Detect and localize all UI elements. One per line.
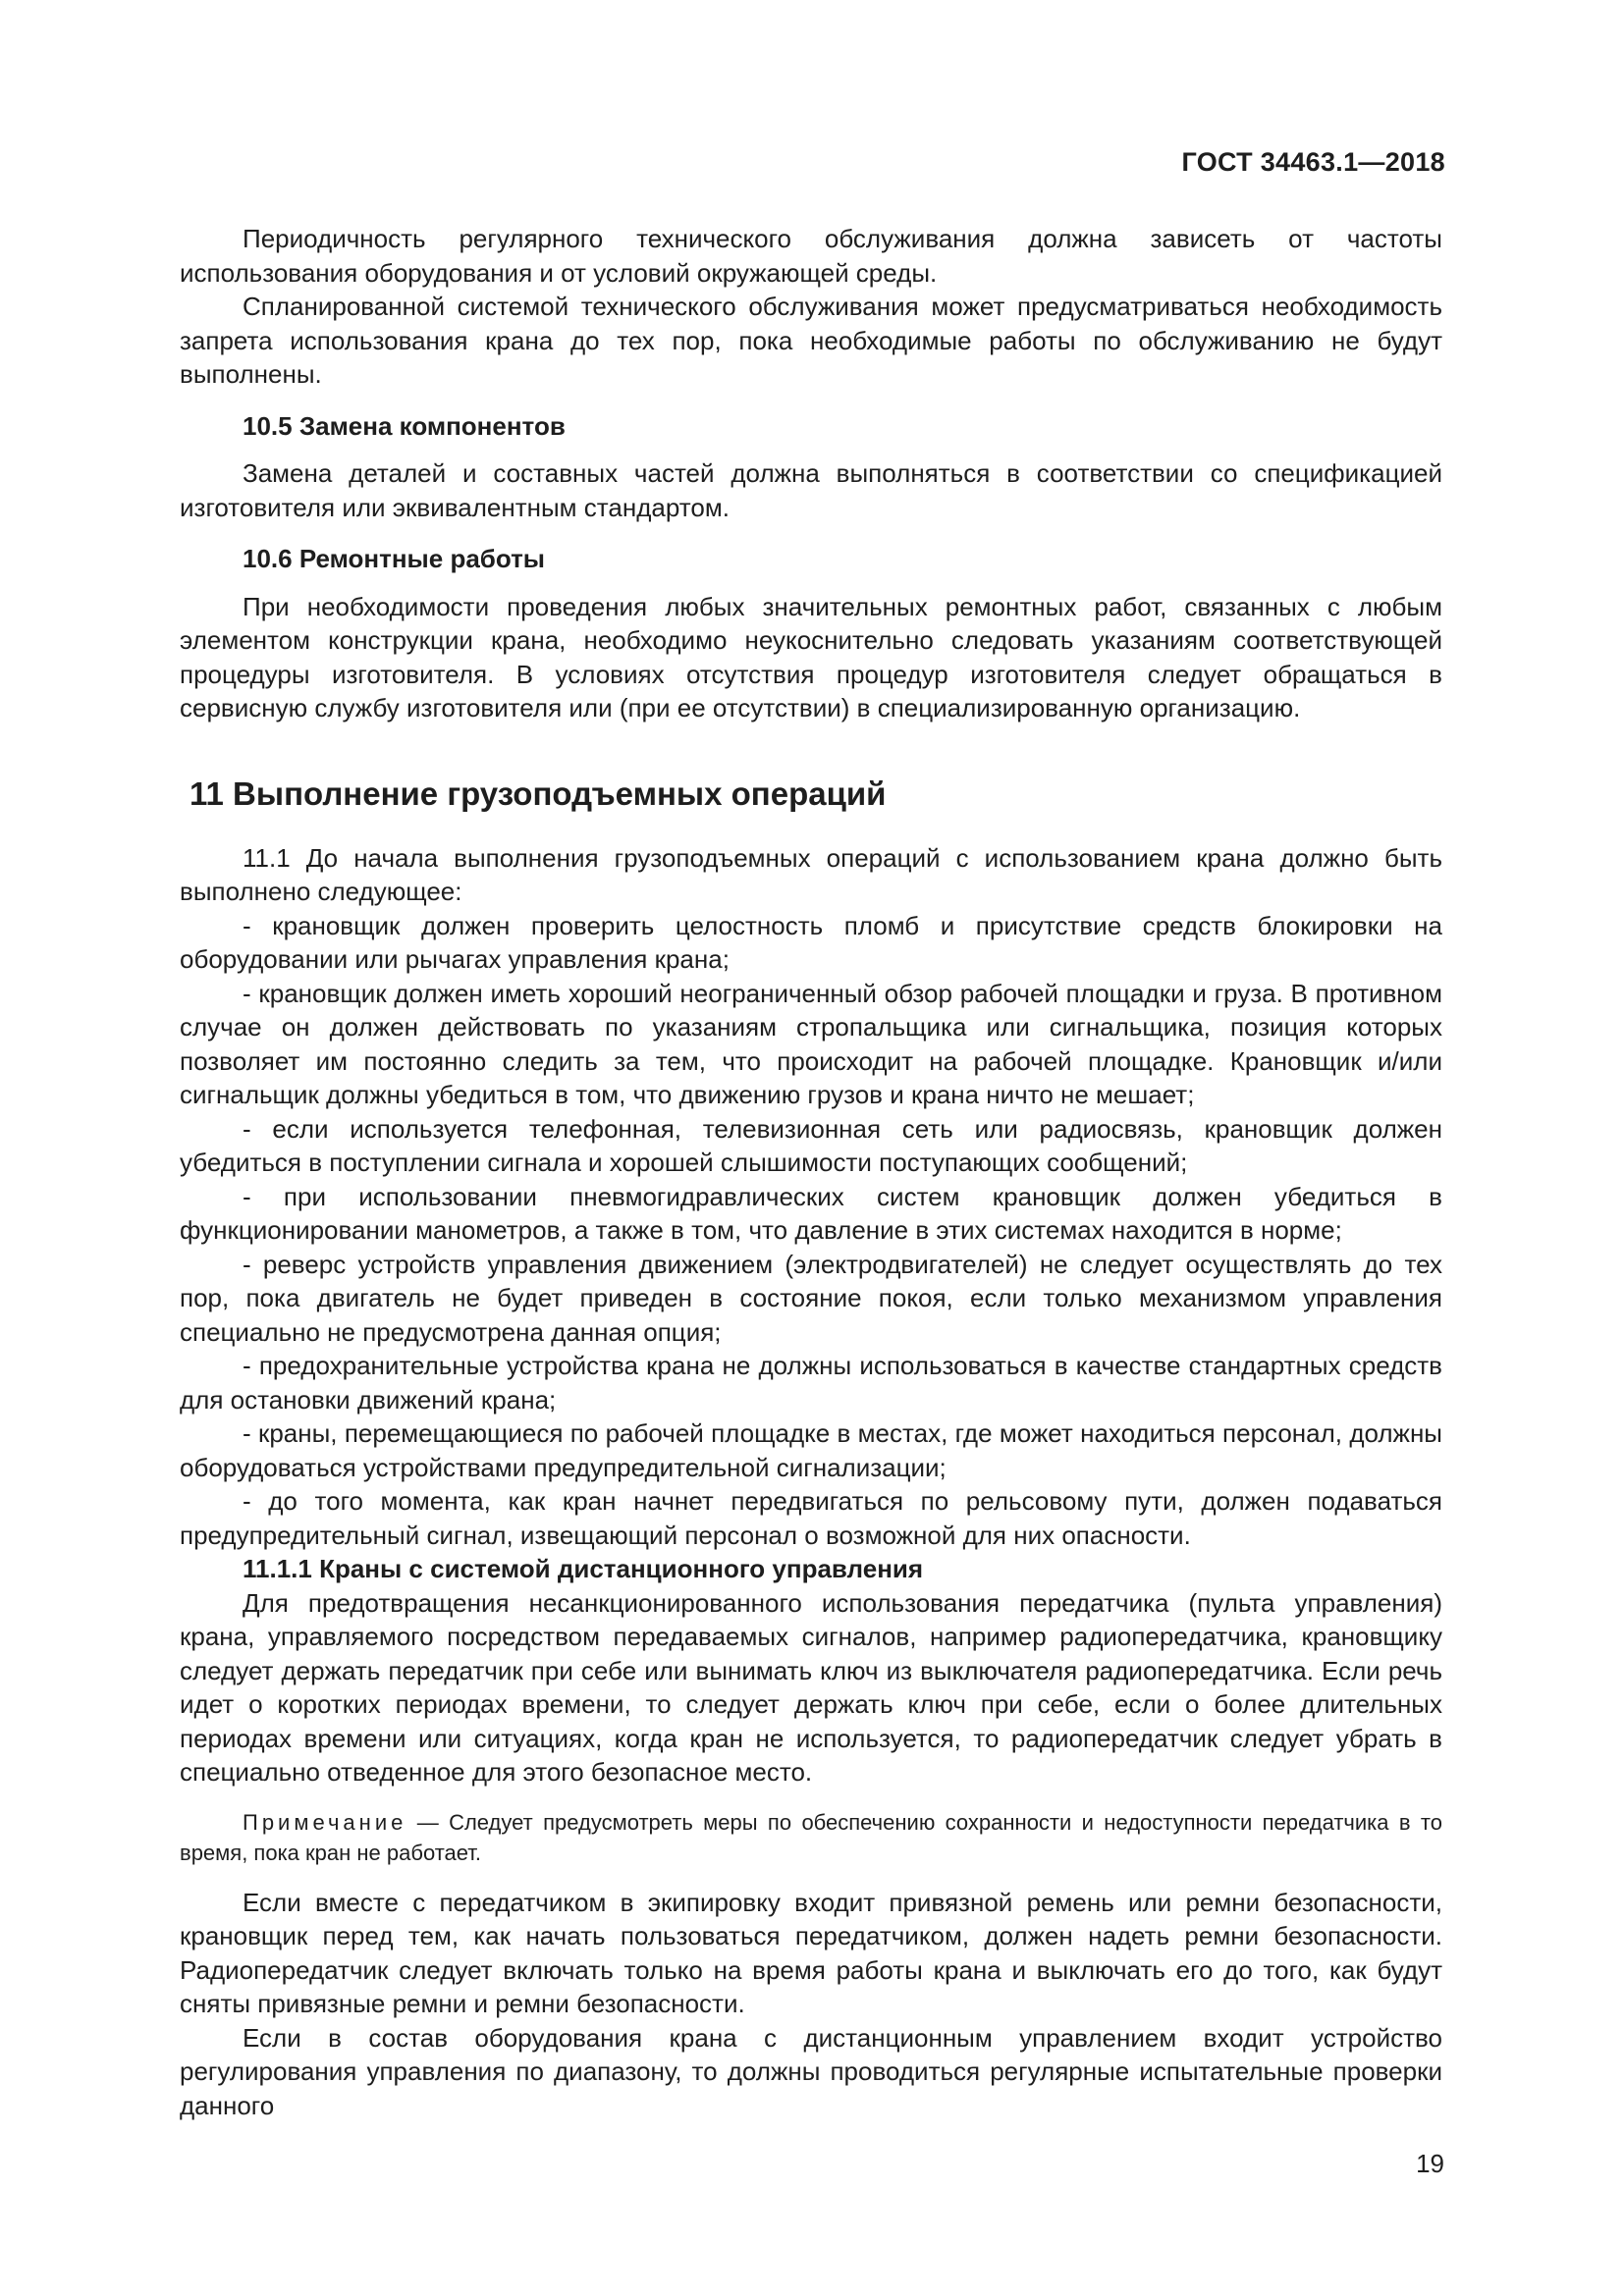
list-item: - при использовании пневмогидравлических систем крановщик должен убедиться в функционировании манометров, а также в том, что давление в этих системах находится в норме;: [180, 1181, 1442, 1245]
page-body: [180, 222, 1442, 2122]
paragraph: При необходимости проведения любых значительных ремонтных работ, связанных с любым элементом конструкции крана, необходимо неукоснительно следовать указаниям соответствующей процедуры изготовителя. В условиях отсутствия процедур изготовителя следует обращаться в сервисную службу изготовителя или (при ее отсутствии) в специализированную организацию.: [180, 591, 1442, 722]
list-item: - крановщик должен проверить целостность пломб и присутствие средств блокировки на оборудовании или рычагах управления крана;: [180, 910, 1442, 974]
paragraph: Замена деталей и составных частей должна выполняться в соответствии со спецификацией изготовителя или эквивалентным стандартом.: [180, 458, 1442, 522]
note-text: — Следует предусмотреть меры по обеспечению сохранности и недоступности передатчика в то время, пока кран не работает.: [180, 1809, 1442, 1865]
list-item: - реверс устройств управления движением (электродвигателей) не следует осуществлять до тех пор, пока двигатель не будет приведен в состояние покоя, если только механизмом управления специально не предусмотрена данная опция;: [180, 1249, 1442, 1347]
paragraph: Спланированной системой технического обслуживания может предусматриваться необходимость запрета использования крана до тех пор, пока необходимые работы по обслуживанию не будут выполнены.: [180, 292, 1442, 389]
section-heading-10-6: 10.6 Ремонтные работы: [243, 544, 546, 573]
note-label: Примечание: [243, 1809, 407, 1835]
document-number-header: ГОСТ 34463.1—2018: [1181, 147, 1445, 177]
list-item: - если используется телефонная, телевизионная сеть или радиосвязь, крановщик должен убедиться в поступлении сигнала и хорошей слышимости поступающих сообщений;: [180, 1113, 1442, 1177]
paragraph: Для предотвращения несанкционированного использования передатчика (пульта управления) крана, управляемого посредством передаваемых сигналов, например радиопередатчика, крановщику следует держать передатчик при себе или вынимать ключ из выключателя радиопередатчика. Если речь идет о коротких периодах времени, то следует держать ключ при себе, если о более длительных периодах времени или ситуациях, когда кран не используется, то радиопередатчик следует убрать в специально отведенное для этого безопасное место.: [180, 1587, 1442, 1787]
page-number: 19: [1416, 2149, 1444, 2178]
paragraph: Если вместе с передатчиком в экипировку входит привязной ремень или ремни безопасности, крановщик перед тем, как начать пользоваться передатчиком, должен надеть ремни безопасности. Радиопередатчик следует включать только на время работы крана и выключать его до того, как будут сняты привязные ремни и ремни безопасности.: [180, 1887, 1442, 2018]
list-item: - до того момента, как кран начнет передвигаться по рельсовому пути, должен подаваться предупредительный сигнал, извещающий персонал о возможной для них опасности.: [180, 1486, 1442, 1550]
list-item: - крановщик должен иметь хороший неограниченный обзор рабочей площадки и груза. В противном случае он должен действовать по указаниям стропальщика или сигнальщика, позиция которых позволяет им постоянно следить за тем, что происходит на рабочей площадке. Крановщик и/или сигнальщик должны убедиться в том, что движению грузов и крана ничто не мешает;: [180, 978, 1442, 1109]
list-item: - краны, перемещающиеся по рабочей площадке в местах, где может находиться персонал, должны оборудоваться устройствами предупредительной сигнализации;: [180, 1418, 1442, 1482]
list-item: - предохранительные устройства крана не должны использоваться в качестве стандартных средств для остановки движений крана;: [180, 1351, 1442, 1415]
paragraph: Периодичность регулярного технического обслуживания должна зависеть от частоты использования оборудования и от условий окружающей среды.: [180, 224, 1442, 288]
note: [180, 1807, 1442, 1868]
paragraph: Если в состав оборудования крана с дистанционным управлением входит устройство регулирования управления по диапазону, то должны проводиться регулярные испытательные проверки данного: [180, 2022, 1442, 2120]
paragraph: 11.1 До начала выполнения грузоподъемных операций с использованием крана должно быть выполнено следующее:: [180, 842, 1442, 906]
section-heading-11-1-1: 11.1.1 Краны с системой дистанционного управления: [243, 1554, 924, 1583]
chapter-heading-11: 11 Выполнение грузоподъемных операций: [189, 774, 887, 812]
section-heading-10-5: 10.5 Замена компонентов: [243, 410, 566, 441]
